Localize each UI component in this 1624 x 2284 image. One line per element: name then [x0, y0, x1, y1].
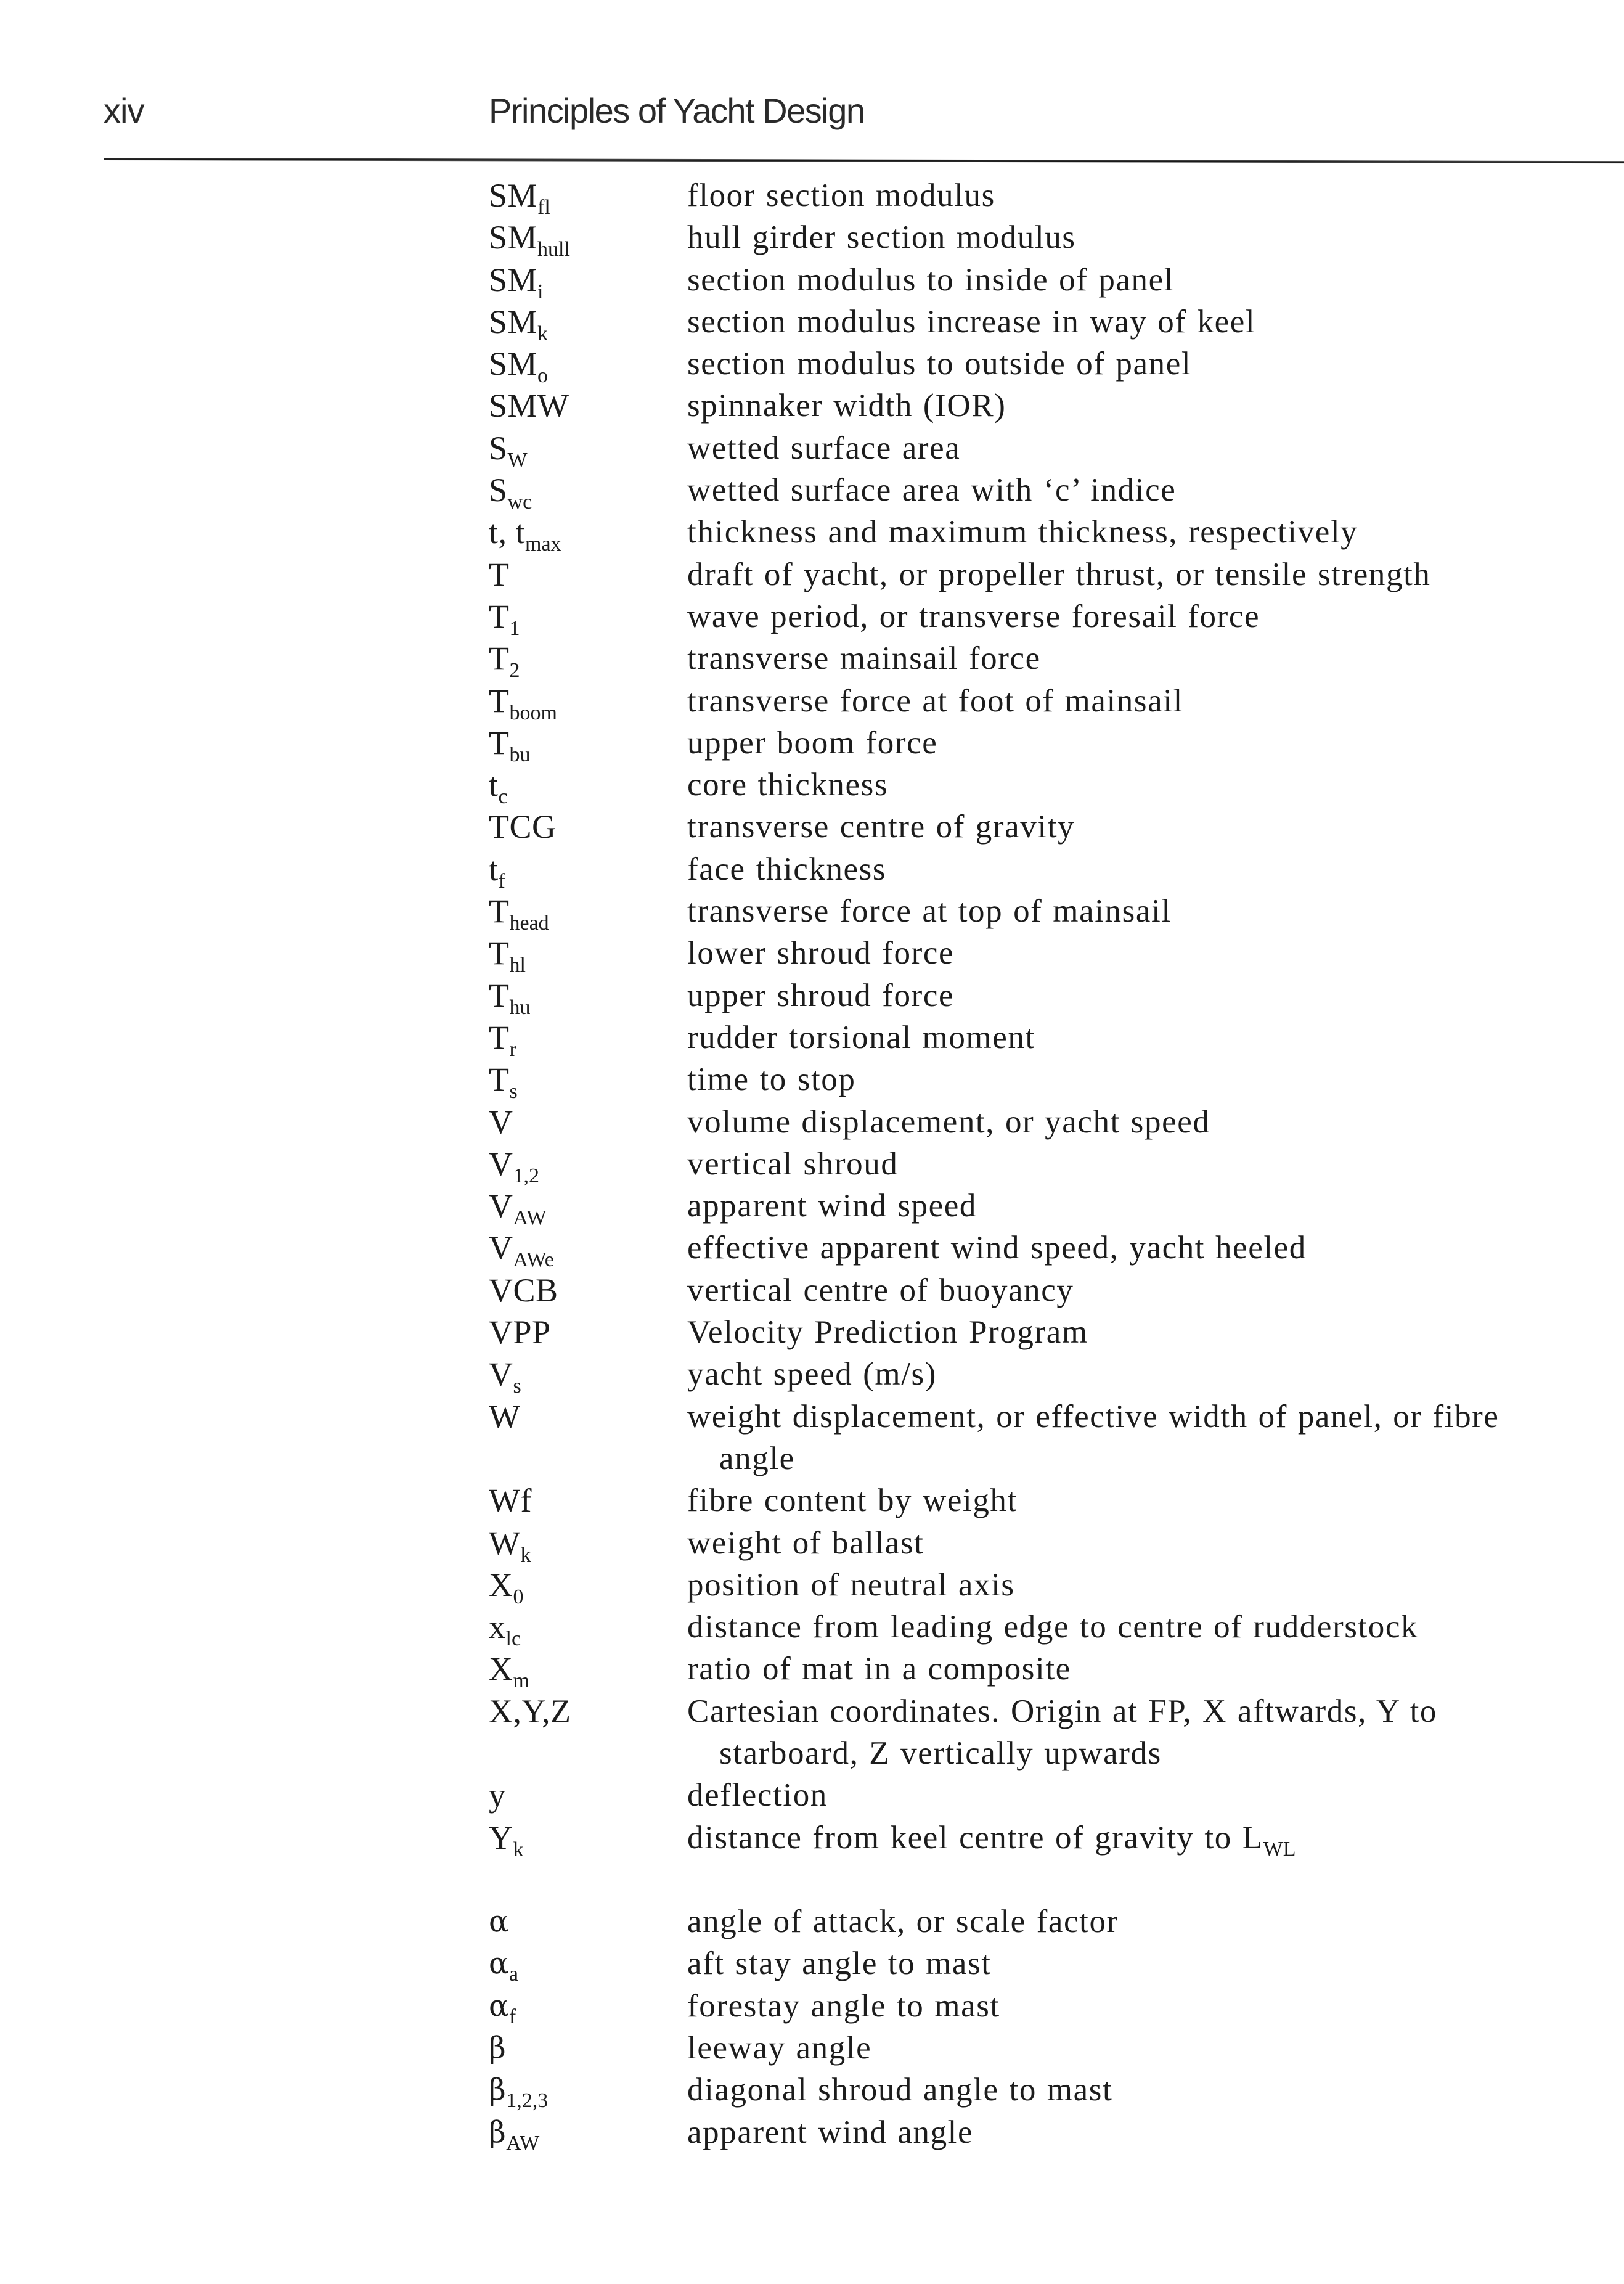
symbol: $T_{hl}$ — [489, 935, 526, 977]
entry-w — [489, 1396, 1610, 1480]
entry-y-k — [489, 1817, 1610, 1859]
definition: Velocity Prediction Program — [687, 1314, 1088, 1351]
entry-s-w — [489, 427, 1610, 472]
symbol: $t_c$ — [489, 766, 508, 809]
entry-t-hu — [489, 975, 1610, 1017]
symbol: $\beta_{AW}$ — [489, 2114, 540, 2155]
symbol: t, $t_{max}$ — [489, 514, 561, 556]
symbol: $SM_i$ — [489, 261, 544, 303]
entry-v — [489, 1101, 1610, 1143]
definition: thickness and maximum thickness, respectively — [687, 514, 1358, 551]
definition: upper boom force — [687, 724, 938, 761]
entry-wf — [489, 1480, 1610, 1521]
definition: forestay angle to mast — [687, 1987, 1000, 2024]
running-head — [0, 0, 1624, 166]
definition-continuation: angle — [719, 1440, 795, 1476]
symbol: $T_s$ — [489, 1061, 518, 1103]
entry-alpha-a — [489, 1942, 1610, 1984]
entry-sm-o — [489, 343, 1610, 388]
entry-t-tmax — [489, 511, 1610, 556]
definition: distance from leading edge to centre of rudderstock — [687, 1609, 1419, 1645]
symbol: $\alpha_a$ — [489, 1946, 519, 1986]
entry-s-wc — [489, 469, 1610, 514]
symbol: $V_{1,2}$ — [489, 1145, 539, 1187]
definition: transverse centre of gravity — [687, 809, 1075, 845]
entry-x-0 — [489, 1564, 1610, 1606]
symbol: $SM_{hull}$ — [489, 219, 570, 261]
symbol: V — [489, 1103, 513, 1140]
definition: draft of yacht, or propeller thrust, or tensile strength — [687, 556, 1431, 592]
entry-t-2 — [489, 637, 1610, 682]
entry-alpha — [489, 1901, 1610, 1942]
symbol: $T_2$ — [489, 640, 520, 682]
entry-t-s — [489, 1058, 1610, 1103]
symbol: $T_r$ — [489, 1018, 516, 1061]
definition: transverse force at foot of mainsail — [687, 682, 1183, 719]
symbol: $S_{wc}$ — [489, 472, 532, 514]
definition: ratio of mat in a composite — [687, 1651, 1071, 1687]
symbol: $T_1$ — [489, 597, 520, 640]
symbol: $T_{boom}$ — [489, 682, 557, 724]
definition: distance from keel centre of gravity to $L_{WL}$ — [687, 1819, 1296, 1860]
symbol: $V_{AW}$ — [489, 1187, 547, 1230]
entry-v-s — [489, 1353, 1610, 1398]
entry-beta-aw — [489, 2111, 1610, 2153]
symbol: $x_{lc}$ — [489, 1608, 521, 1651]
entry-sm-i — [489, 259, 1610, 301]
definition: fibre content by weight — [687, 1483, 1018, 1519]
entry-t-bu — [489, 722, 1610, 764]
definition: vertical shroud — [687, 1145, 899, 1182]
definition: apparent wind angle — [687, 2114, 974, 2150]
entry-t-boom — [489, 680, 1610, 722]
symbol: $SM_o$ — [489, 345, 549, 388]
symbol: $\beta_{1,2,3}$ — [489, 2073, 549, 2113]
definition: lower shroud force — [687, 935, 955, 972]
definition: weight of ballast — [687, 1525, 924, 1561]
symbol: SMW — [489, 387, 569, 425]
entry-t-1 — [489, 596, 1610, 640]
definition: vertical centre of buoyancy — [687, 1272, 1074, 1308]
definition-continuation: starboard, Z vertically upwards — [719, 1735, 1162, 1771]
symbol: $V_s$ — [489, 1356, 521, 1398]
symbol: $Y_k$ — [489, 1819, 524, 1861]
definition: transverse force at top of mainsail — [687, 893, 1172, 930]
entry-vcb — [489, 1269, 1610, 1311]
symbol: y — [489, 1777, 506, 1814]
symbol: $V_{AWe}$ — [489, 1229, 554, 1272]
symbol: $X_0$ — [489, 1566, 524, 1608]
definition: diagonal shroud angle to mast — [687, 2072, 1113, 2108]
definition: leeway angle — [687, 2030, 872, 2066]
symbol: β — [489, 2031, 507, 2066]
definition: effective apparent wind speed, yacht heeled — [687, 1230, 1307, 1266]
entry-t-f — [489, 848, 1610, 893]
definition: section modulus to inside of panel — [687, 261, 1175, 298]
symbol: $SM_{fl}$ — [489, 177, 550, 219]
entry-tcg — [489, 806, 1610, 848]
entry-t-r — [489, 1017, 1610, 1061]
entry-x-m — [489, 1648, 1610, 1693]
definition: wetted surface area with ‘c’ indice — [687, 472, 1177, 509]
symbol: $\alpha_f$ — [489, 1988, 516, 2028]
definition: transverse mainsail force — [687, 641, 1041, 677]
symbol: $T_{hu}$ — [489, 976, 531, 1019]
entry-sm-fl — [489, 174, 1610, 219]
entry-w-k — [489, 1522, 1610, 1564]
definition: floor section modulus — [687, 178, 995, 213]
definition: volume displacement, or yacht speed — [687, 1103, 1210, 1140]
symbol: TCG — [489, 808, 557, 846]
definition: rudder torsional moment — [687, 1019, 1035, 1055]
definition: wetted surface area — [687, 430, 961, 466]
symbol: $SM_k$ — [489, 303, 549, 345]
definition: angle of attack, or scale factor — [687, 1904, 1119, 1940]
definition: spinnaker width (IOR) — [687, 388, 1006, 424]
notation-list — [489, 174, 1610, 2153]
section-spacer — [489, 1859, 1610, 1901]
symbol: $t_f$ — [489, 850, 505, 893]
entry-v-12 — [489, 1143, 1610, 1185]
symbol: α — [489, 1904, 509, 1939]
definition: hull girder section modulus — [687, 219, 1076, 256]
definition: section modulus increase in way of keel — [687, 303, 1256, 340]
symbol: X,Y,Z — [489, 1692, 571, 1730]
symbol: VCB — [489, 1271, 558, 1309]
entry-y — [489, 1774, 1610, 1816]
symbol: W — [489, 1398, 521, 1435]
definition: yacht speed (m/s) — [687, 1356, 937, 1393]
entry-v-awe — [489, 1227, 1610, 1272]
symbol: $T_{head}$ — [489, 893, 549, 935]
definition: Cartesian coordinates. Origin at FP, X aftwards, Y to starboard, Z vertically upwards — [687, 1690, 1610, 1775]
symbol: $S_W$ — [489, 429, 528, 472]
definition: upper shroud force — [687, 977, 955, 1013]
definition: face thickness — [687, 851, 887, 887]
definition: aft stay angle to mast — [687, 1946, 992, 1982]
entry-sm-k — [489, 301, 1610, 343]
symbol: Wf — [489, 1482, 532, 1520]
definition: core thickness — [687, 767, 889, 803]
definition: position of neutral axis — [687, 1566, 1015, 1603]
entry-t — [489, 554, 1610, 596]
entry-beta — [489, 2027, 1610, 2069]
entry-x-lc — [489, 1606, 1610, 1651]
symbol: $X_m$ — [489, 1650, 529, 1693]
symbol: $W_k$ — [489, 1524, 531, 1566]
definition: deflection — [687, 1777, 828, 1814]
definition: wave period, or transverse foresail force — [687, 598, 1260, 634]
definition: weight displacement, or effective width of panel, or fibre angle — [687, 1396, 1610, 1480]
definition: time to stop — [687, 1062, 856, 1098]
entry-xyz — [489, 1690, 1610, 1775]
entry-smw — [489, 385, 1610, 427]
entry-t-c — [489, 764, 1610, 809]
entry-alpha-f — [489, 1985, 1610, 2027]
entry-t-hl — [489, 932, 1610, 977]
page-number: xiv — [104, 91, 144, 130]
entry-beta-123 — [489, 2069, 1610, 2111]
symbol: T — [489, 555, 510, 593]
entry-sm-hull — [489, 216, 1610, 261]
symbol: $T_{bu}$ — [489, 724, 531, 766]
symbol: VPP — [489, 1314, 551, 1351]
entry-t-head — [489, 890, 1610, 935]
entry-vpp — [489, 1311, 1610, 1353]
definition: apparent wind speed — [687, 1188, 977, 1224]
book-title: Principles of Yacht Design — [489, 91, 865, 130]
header-rule — [104, 158, 1624, 163]
entry-v-aw — [489, 1185, 1610, 1230]
definition: section modulus to outside of panel — [687, 346, 1192, 382]
